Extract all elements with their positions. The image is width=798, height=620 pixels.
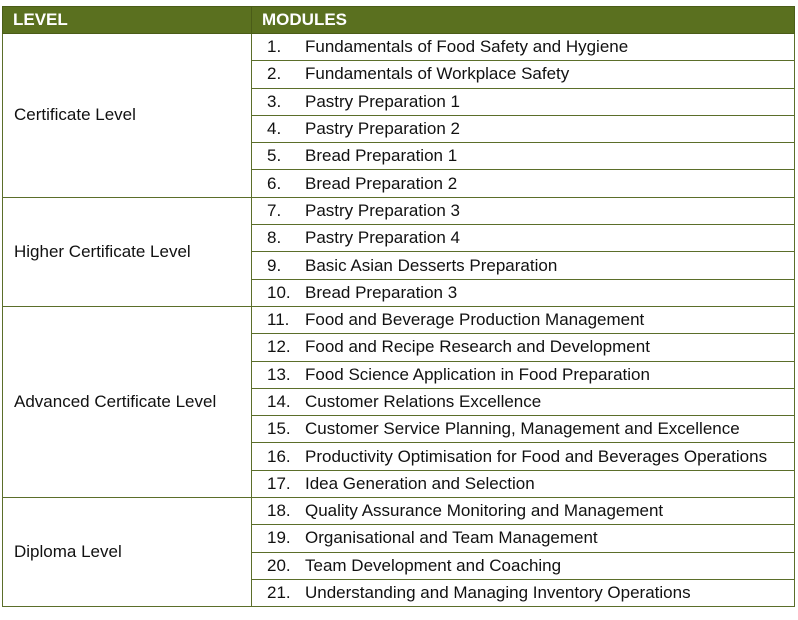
module-number: 12.: [267, 337, 291, 357]
module-title: Bread Preparation 3: [305, 282, 458, 302]
module-cell: [252, 306, 795, 333]
module-number: 3.: [267, 91, 282, 111]
module-cell: [252, 170, 795, 197]
module-title: Bread Preparation 2: [305, 173, 458, 193]
level-name: Diploma Level: [3, 498, 252, 607]
level-name: Higher Certificate Level: [3, 197, 252, 306]
module-number: 2.: [267, 64, 282, 84]
module-title: Food and Recipe Research and Development: [305, 337, 650, 357]
module-cell: [252, 470, 795, 497]
module-number: 14.: [267, 392, 291, 411]
module-title: Pastry Preparation 2: [305, 119, 460, 139]
module-number: 10.: [267, 282, 291, 302]
module-number: 1.: [267, 37, 282, 57]
module-cell: [252, 34, 795, 61]
modules-table-container: [2, 6, 794, 607]
module-number: 13.: [267, 364, 291, 384]
module-number: 19.: [267, 528, 291, 548]
header-row: [3, 7, 795, 34]
modules-table: [2, 6, 795, 607]
module-title: Understanding and Managing Inventory Operations: [305, 583, 691, 603]
module-cell: [252, 143, 795, 170]
table-row: [3, 306, 795, 333]
modules-column-header: MODULES: [252, 7, 795, 34]
module-title: Idea Generation and Selection: [305, 473, 535, 493]
module-number: 8.: [267, 228, 282, 248]
level-column-header: LEVEL: [3, 7, 252, 34]
module-title: Team Development and Coaching: [305, 555, 562, 575]
module-title: Basic Asian Desserts Preparation: [305, 255, 558, 275]
module-title: Pastry Preparation 1: [305, 91, 460, 111]
module-number: 17.: [267, 473, 291, 493]
module-title: Food and Beverage Production Management: [305, 310, 645, 330]
module-title: Customer Relations Excellence: [305, 392, 542, 411]
module-number: 15.: [267, 419, 291, 439]
module-cell: [252, 225, 795, 252]
level-name: Certificate Level: [3, 34, 252, 198]
level-name: Advanced Certificate Level: [3, 306, 252, 497]
module-cell: [252, 525, 795, 552]
module-cell: [252, 279, 795, 306]
module-cell: [252, 579, 795, 606]
module-cell: [252, 115, 795, 142]
module-title: Pastry Preparation 3: [305, 200, 460, 220]
module-number: 5.: [267, 146, 282, 166]
table-body: [3, 34, 795, 607]
table-row: [3, 34, 795, 61]
module-number: 21.: [267, 583, 291, 603]
module-cell: [252, 443, 795, 470]
module-cell: [252, 197, 795, 224]
module-cell: [252, 252, 795, 279]
table-row: [3, 498, 795, 525]
module-number: 9.: [267, 255, 282, 275]
module-title: Pastry Preparation 4: [305, 228, 460, 248]
module-number: 18.: [267, 501, 291, 521]
module-cell: [252, 388, 795, 415]
module-title: Customer Service Planning, Management and Excellence: [305, 419, 740, 439]
module-title: Food Science Application in Food Preparation: [305, 364, 650, 384]
module-number: 4.: [267, 119, 282, 139]
module-cell: [252, 61, 795, 88]
module-title: Productivity Optimisation for Food and Beverages Operations: [305, 446, 768, 466]
module-title: Fundamentals of Food Safety and Hygiene: [305, 37, 629, 57]
module-number: 11.: [267, 310, 290, 330]
module-number: 7.: [267, 200, 282, 220]
module-cell: [252, 361, 795, 388]
module-cell: [252, 88, 795, 115]
module-title: Fundamentals of Workplace Safety: [305, 64, 570, 84]
module-title: Organisational and Team Management: [305, 528, 598, 548]
module-title: Quality Assurance Monitoring and Management: [305, 501, 664, 521]
table-row: [3, 197, 795, 224]
module-cell: [252, 498, 795, 525]
module-cell: [252, 552, 795, 579]
module-number: 20.: [267, 555, 291, 575]
module-cell: [252, 334, 795, 361]
module-cell: [252, 416, 795, 443]
module-title: Bread Preparation 1: [305, 146, 458, 166]
module-number: 6.: [267, 173, 282, 193]
module-number: 16.: [267, 446, 291, 466]
